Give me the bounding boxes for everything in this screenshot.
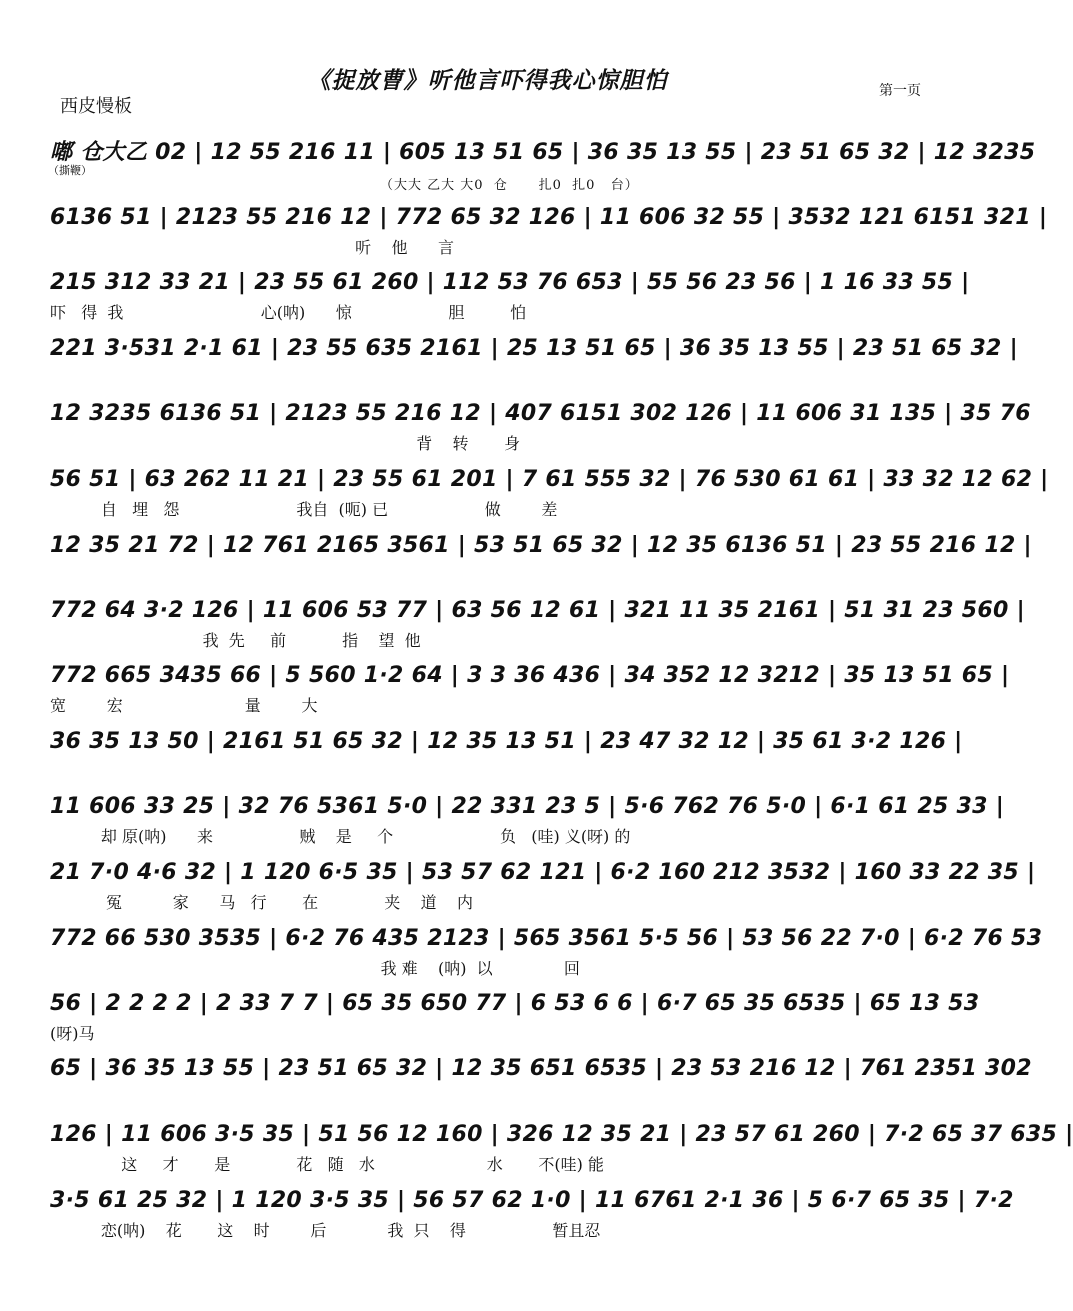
lyric-line bbox=[50, 368, 920, 390]
lyric-line: 听 他 言 bbox=[50, 238, 455, 257]
lyric-line: 这 才 是 花 随 水 水 不(哇) 能 bbox=[50, 1155, 604, 1174]
lyric-line: 我 先 前 指 望 他 bbox=[50, 631, 421, 650]
page-number: 第一页 bbox=[879, 83, 921, 99]
notation-line: 65 | 36 35 13 55 | 23 51 65 32 | 12 35 651 6535 | 23 53 216 12 | 761 2351 302 bbox=[50, 1056, 1032, 1081]
lyric-line: (呀)马 bbox=[50, 1024, 95, 1043]
score-row bbox=[50, 138, 1036, 200]
lyric-line: 宽 宏 量 大 bbox=[50, 696, 318, 715]
notation-line: 215 312 33 21 | 23 55 61 260 | 112 53 76 653 | 55 56 23 56 | 1 16 33 55 | bbox=[50, 270, 970, 295]
notation-line: 12 35 21 72 | 12 761 2165 3561 | 53 51 65 32 | 12 35 6136 51 | 23 55 216 12 | bbox=[50, 533, 1032, 558]
lyric-line bbox=[50, 565, 920, 587]
notation-line: 221 3·531 2·1 61 | 23 55 635 2161 | 25 13 51 65 | 36 35 13 55 | 23 51 65 32 | bbox=[50, 336, 1018, 361]
lyric-line: 却 原(呐) 来 贼 是 个 负 (哇) 义(呀) 的 bbox=[50, 827, 631, 846]
score-row bbox=[50, 1054, 1032, 1116]
score-row bbox=[50, 596, 1025, 658]
notation-line: 6136 51 | 2123 55 216 12 | 772 65 32 126 | 11 606 32 55 | 3532 121 6151 321 | bbox=[50, 205, 1048, 230]
lyric-line bbox=[50, 172, 920, 194]
page-title: 《捉放曹》听他言吓得我心惊胆怕 bbox=[307, 67, 668, 94]
lyric-line bbox=[50, 761, 920, 783]
notation-line: 21 7·0 4·6 32 | 1 120 6·5 35 | 53 57 62 121 | 6·2 160 212 3532 | 160 33 22 35 | bbox=[50, 860, 1036, 885]
score-row bbox=[50, 661, 1010, 723]
lyric-line: 吓 得 我 心(呐) 惊 胆 怕 bbox=[50, 303, 527, 322]
percussion-line: （大大 乙大 大0 仓 扎0 扎0 台） bbox=[380, 178, 639, 193]
score-row bbox=[50, 399, 1031, 461]
notation-line: 126 | 11 606 3·5 35 | 51 56 12 160 | 326 12 35 21 | 23 57 61 260 | 7·2 65 37 635 | bbox=[50, 1122, 1073, 1147]
score-row bbox=[50, 203, 1048, 265]
notation-line: 11 606 33 25 | 32 76 5361 5·0 | 22 331 23 5 | 5·6 762 76 5·0 | 6·1 61 25 33 | bbox=[50, 794, 1005, 819]
notation-line: 3·5 61 25 32 | 1 120 3·5 35 | 56 57 62 1·0 | 11 6761 2·1 36 | 5 6·7 65 35 | 7·2 bbox=[50, 1188, 1014, 1213]
notation-line: 772 665 3435 66 | 5 560 1·2 64 | 3 3 36 436 | 34 352 12 3212 | 35 13 51 65 | bbox=[50, 663, 1010, 688]
score-row bbox=[50, 989, 980, 1051]
lyric-line bbox=[50, 1088, 920, 1110]
score-row bbox=[50, 924, 1043, 986]
notation-line: 772 64 3·2 126 | 11 606 53 77 | 63 56 12 61 | 321 11 35 2161 | 51 31 23 560 | bbox=[50, 598, 1025, 623]
score-row bbox=[50, 727, 963, 789]
lyric-line: 背 转 身 bbox=[50, 434, 521, 453]
score-row bbox=[50, 268, 970, 330]
score-row bbox=[50, 465, 1049, 527]
notation-line: 36 35 13 50 | 2161 51 65 32 | 12 35 13 51 | 23 47 32 12 | 35 61 3·2 126 | bbox=[50, 729, 963, 754]
score-row bbox=[50, 531, 1032, 593]
score-row bbox=[50, 334, 1018, 396]
score-row bbox=[50, 1120, 1073, 1182]
score-row bbox=[50, 858, 1036, 920]
mode-label: 西皮慢板 bbox=[60, 96, 132, 117]
notation-line: 772 66 530 3535 | 6·2 76 435 2123 | 565 3561 5·5 56 | 53 56 22 7·0 | 6·2 76 53 bbox=[50, 926, 1043, 951]
lyric-line: 自 埋 怨 我自 (呃) 已 做 差 bbox=[50, 500, 558, 519]
notation-line: 嘟 仓大乙 02 | 12 55 216 11 | 605 13 51 65 | 36 35 13 55 | 23 51 65 32 | 12 3235 bbox=[50, 140, 1036, 165]
score-row bbox=[50, 1186, 1014, 1248]
notation-line: 56 | 2 2 2 2 | 2 33 7 7 | 65 35 650 77 | 6 53 6 6 | 6·7 65 35 6535 | 65 13 53 bbox=[50, 991, 980, 1016]
score-row bbox=[50, 792, 1005, 854]
percussion-hint: （撕鞭） bbox=[48, 164, 92, 177]
notation-line: 12 3235 6136 51 | 2123 55 216 12 | 407 6151 302 126 | 11 606 31 135 | 35 76 bbox=[50, 401, 1031, 426]
lyric-line: 冤 家 马 行 在 夹 道 内 bbox=[50, 893, 473, 912]
notation-line: 56 51 | 63 262 11 21 | 23 55 61 201 | 7 61 555 32 | 76 530 61 61 | 33 32 12 62 | bbox=[50, 467, 1049, 492]
lyric-line: 恋(呐) 花 这 时 后 我 只 得 暂且忍 bbox=[50, 1221, 601, 1240]
lyric-line: 我 难 (呐) 以 回 bbox=[50, 959, 580, 978]
